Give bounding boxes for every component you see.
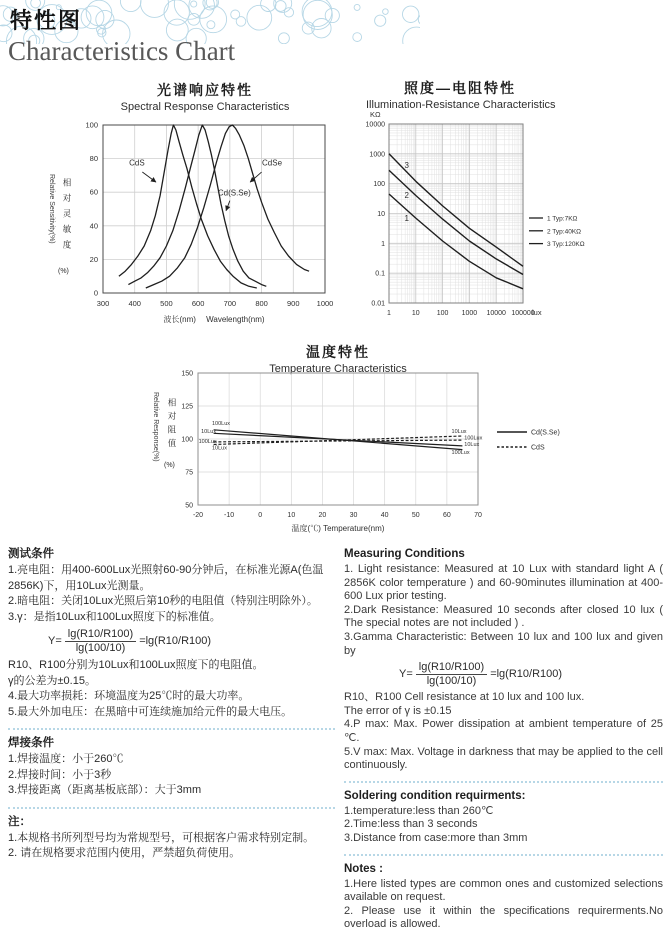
y-tick: 100: [373, 181, 385, 189]
paragraph: 4.P max: Max. Power dissipation at ambient temperature of 25 ℃.: [344, 718, 663, 744]
bubble: [247, 5, 272, 30]
lux-label: 10Lux: [212, 445, 227, 452]
bubble: [353, 33, 362, 42]
bubble: [403, 27, 420, 44]
x-tick: 40: [380, 512, 389, 519]
x-tick: 10000: [486, 310, 506, 317]
formula-fraction: [416, 661, 487, 688]
gamma-formula-en: [399, 661, 663, 688]
bubble: [383, 9, 389, 15]
lux-label: 10Lux: [464, 441, 480, 448]
x-tick: 10: [411, 310, 420, 317]
bubble: [189, 0, 215, 18]
bubble: [278, 33, 289, 44]
x-tick: 60: [442, 512, 451, 519]
page-title-zh: 特性图: [10, 8, 83, 33]
y-tick: 0: [93, 288, 98, 298]
series-number-label: 2: [404, 191, 409, 201]
bubble: [207, 21, 215, 29]
divider: [344, 854, 663, 856]
measuring-conditions-heading-en: Measuring Conditions: [344, 548, 465, 560]
paragraph: 5.V max: Max. Voltage in darkness that may be applied to the cell continuously.: [344, 745, 663, 772]
x-tick: 70: [474, 512, 482, 519]
x-tick: 700: [223, 299, 237, 308]
x-tick: 100000: [511, 310, 535, 317]
lux-label: 100Lux: [212, 421, 231, 428]
annotation-arrow: [250, 172, 261, 182]
paragraph: 1.焊接温度：小于260℃: [8, 753, 124, 765]
y-tick: 125: [181, 403, 193, 411]
notes-list-zh: [8, 831, 335, 862]
lux-label: 100Lux: [198, 438, 217, 445]
x-tick: 0: [258, 512, 263, 519]
x-tick: 20: [318, 512, 327, 519]
soldering-heading-en: Soldering condition requirments:: [344, 789, 526, 802]
legend-label: CdS: [531, 444, 545, 452]
soldering-list-zh: [8, 752, 335, 799]
y-tick: 100: [85, 120, 98, 130]
y-tick: 75: [185, 469, 193, 477]
chart-title-zh: 光谱响应特性: [157, 82, 253, 98]
y-tick: 40: [89, 221, 98, 231]
x-axis-unit-label: lux: [532, 308, 542, 317]
paragraph: 3.Distance from case:more than 3mm: [344, 831, 528, 844]
annotation-arrow: [226, 201, 230, 211]
legend-label: 2 Typ:40KΩ: [547, 228, 582, 236]
paragraph: 1.Here listed types are common ones and customized selections available on request.: [344, 877, 663, 904]
paragraph: 3.γ：是指10Lux和100Lux照度下的标准值。: [8, 610, 221, 623]
legend-label: Cd(S.Se): [531, 429, 560, 437]
measuring-conditions-list2-zh: [8, 658, 335, 720]
y-tick: 1000: [369, 151, 385, 159]
plot-border: [103, 125, 325, 293]
x-tick: 100: [436, 310, 449, 317]
x-tick: 1000: [316, 299, 334, 308]
legend-label: 3 Typ:120KΩ: [547, 241, 585, 249]
paragraph: R10、R100分别为10Lux和100Lux照度下的电阻值。: [8, 659, 264, 671]
y-tick: 0.1: [375, 270, 385, 278]
formula-lhs: Y=: [48, 634, 62, 647]
paragraph: 2.Time:less than 3 seconds: [344, 818, 478, 831]
soldering-list-en: [344, 805, 663, 846]
formula-lhs: Y=: [399, 667, 413, 680]
spectral-response-chart: [45, 80, 345, 340]
x-tick: 50: [411, 512, 420, 519]
paragraph: γ的公差为±0.15。: [8, 674, 96, 687]
x-tick: 900: [287, 299, 300, 308]
x-tick: 800: [255, 299, 268, 308]
lux-label: 10Lux: [451, 429, 467, 436]
y-tick: 150: [181, 370, 193, 378]
x-tick: 500: [160, 299, 173, 308]
x-tick: 10: [287, 512, 296, 519]
y-tick: 10000: [365, 121, 385, 129]
paragraph: 2.焊接时间：小于3秒: [8, 768, 112, 781]
measuring-conditions-heading-zh: 测试条件: [8, 548, 54, 560]
bubble: [231, 10, 240, 19]
y-axis-label-zh: 相对阻值: [167, 398, 177, 452]
paragraph: 3.焊接距离（距离基板底部）：大于3mm: [8, 784, 202, 796]
page-title-en: Characteristics Chart: [8, 36, 236, 66]
notes-heading-en: Notes :: [344, 862, 383, 875]
paragraph: The error of γ is ±0.15: [344, 704, 452, 717]
divider: [8, 728, 335, 730]
curve-label: CdSe: [262, 158, 283, 168]
x-tick: -10: [224, 512, 235, 519]
curve-label: CdS: [129, 158, 145, 168]
paragraph: 1.亮电阻：用400-600Lux光照射60-90分钟后，在标准光源A(色温2856K)下，用10Lux光测量。: [8, 564, 324, 592]
formula-numerator: lg(R10/R100): [65, 628, 136, 642]
paragraph: 5.最大外加电压：在黑暗中可连续施加给元件的最大电压。: [8, 705, 293, 718]
bubble: [120, 0, 141, 12]
lux-label: 100Lux: [464, 435, 483, 442]
bubble: [191, 1, 197, 7]
y-tick: 50: [185, 502, 193, 510]
chart-title-en: Illumination-Resistance Characteristics: [366, 99, 556, 111]
series-Cd(S.Se)-10Lux: [214, 433, 463, 446]
series-CdS-100Lux: [214, 440, 463, 442]
notes-heading-zh: 注：: [8, 815, 31, 828]
y-tick: 20: [89, 254, 98, 264]
paragraph: 2. 请在规格要求范围内使用，严禁超负荷使用。: [8, 847, 241, 859]
x-axis-label: 温度(℃) Temperature(nm): [291, 524, 385, 533]
gamma-formula-zh: [48, 628, 335, 655]
y-axis-unit: (%): [164, 462, 175, 469]
x-tick: 30: [349, 512, 358, 519]
bubble: [403, 6, 419, 22]
paragraph: 4.最大功率损耗：环境温度为25℃时的最大功率。: [8, 690, 250, 702]
chart-title-zh: 温度特性: [306, 344, 370, 360]
bubble: [303, 0, 332, 29]
y-tick: 0.01: [371, 300, 385, 308]
divider: [8, 807, 335, 809]
divider: [344, 781, 663, 783]
formula-denominator: lg(100/10): [426, 675, 477, 688]
chart-title-en: Temperature Characteristics: [269, 363, 407, 375]
paragraph: 2.Dark Resistance: Measured 10 seconds after closed 10 lux ( The special notes are not included ) .: [344, 603, 663, 630]
paragraph: 1.temperature:less than 260℃: [344, 804, 494, 817]
x-tick: 1: [387, 310, 391, 317]
annotation-arrow: [142, 172, 156, 182]
x-tick: -20: [192, 512, 204, 519]
formula-rhs: =lg(R10/R100): [490, 667, 563, 680]
lux-label: 100Lux: [451, 449, 470, 456]
series-number-label: 3: [404, 161, 409, 171]
temperature-chart: [130, 342, 600, 534]
series-3: [389, 154, 523, 266]
formula-denominator: lg(100/10): [75, 642, 126, 654]
series-CdS: [119, 125, 257, 288]
x-axis-label: 波长(nm) Wavelength(nm): [163, 315, 265, 324]
formula-numerator: lg(R10/R100): [416, 661, 487, 675]
measuring-conditions-list-zh: [8, 563, 335, 625]
chart-title-zh: 照度—电阻特性: [404, 80, 516, 96]
y-tick: 80: [89, 154, 98, 164]
paragraph: R10、R100 Cell resistance at 10 lux and 100 lux.: [344, 691, 585, 704]
x-tick: 600: [191, 299, 205, 308]
x-tick: 300: [96, 299, 110, 308]
measuring-conditions-list2-en: [344, 691, 663, 773]
illumination-resistance-chart: [350, 78, 666, 340]
curve-label: Cd(S.Se): [217, 188, 251, 198]
spectral-plot: [45, 110, 345, 340]
y-axis-label-zh: 相对灵敏度: [62, 178, 72, 256]
x-tick: 400: [128, 299, 141, 308]
y-tick: 10: [377, 210, 385, 218]
conditions-column-en: [344, 540, 663, 932]
y-axis-label-en: Relative Sensitivity(%): [48, 174, 55, 244]
paragraph: 1.本规格书所列型号均为常规型号，可根据客户需求特别定制。: [8, 831, 315, 844]
paragraph: 1. Light resistance: Measured at 10 Lux with standard light A ( 2856K color temperature ) and 60-90minutes illumination at 400-600 Lux prior testing.: [344, 563, 663, 603]
bubble: [354, 4, 360, 10]
bubble: [275, 1, 286, 12]
lux-label: 10Lux: [201, 429, 217, 436]
y-axis-unit: (%): [58, 268, 69, 275]
illumination-plot: [350, 108, 666, 340]
paragraph: 2. Please use it within the specifications requirerments.No overload is allowed.: [344, 904, 663, 931]
formula-rhs: =lg(R10/R100): [139, 634, 212, 647]
chart-title-en: Spectral Response Characteristics: [120, 101, 290, 113]
temperature-plot: [130, 368, 600, 534]
series-number-label: 1: [404, 214, 409, 224]
paragraph: 3.Gamma Characteristic: Between 10 lux and 100 lux and given by: [344, 630, 663, 657]
measuring-conditions-list-en: [344, 563, 663, 658]
formula-fraction: [65, 628, 136, 655]
y-tick: 100: [181, 436, 193, 444]
conditions-column-zh: [8, 540, 335, 862]
paragraph: 2.暗电阻：关闭10Lux光照后第10秒的电阻值（特别注明除外）。: [8, 595, 318, 607]
legend-label: 1 Typ:7KΩ: [547, 215, 578, 223]
y-axis-unit-label: KΩ: [370, 110, 381, 119]
x-tick: 1000: [461, 310, 478, 317]
y-axis-label-en: Relative Response(%): [152, 392, 159, 462]
bubble: [375, 15, 386, 26]
notes-list-en: [344, 878, 663, 932]
y-tick: 60: [89, 187, 98, 197]
soldering-heading-zh: 焊接条件: [8, 737, 54, 749]
y-tick: 1: [381, 240, 385, 248]
